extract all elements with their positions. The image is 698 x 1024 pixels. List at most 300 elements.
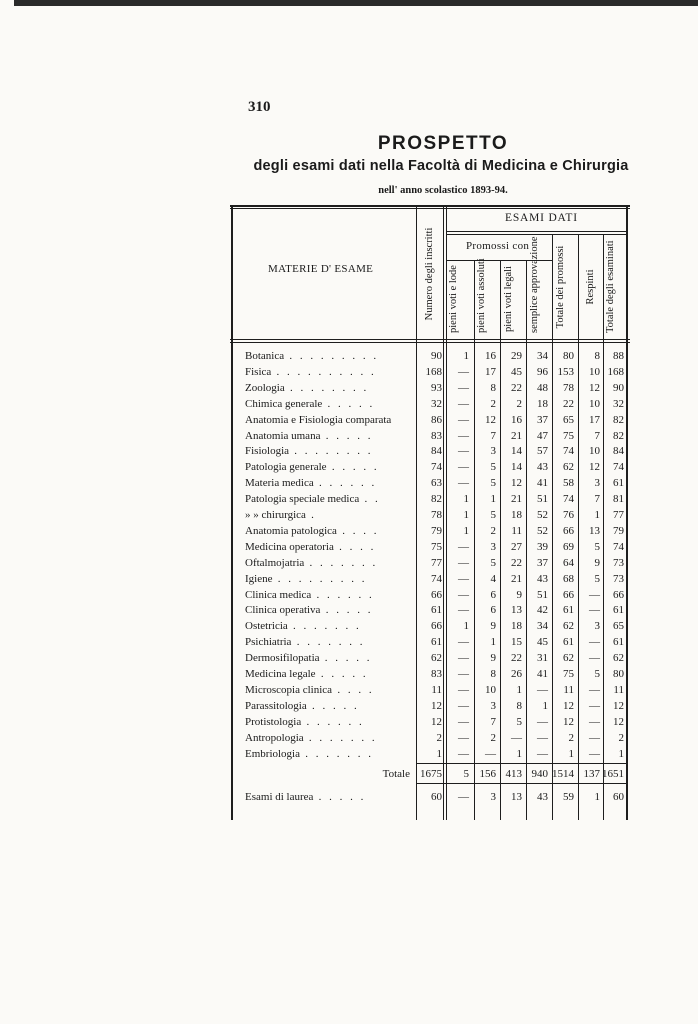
cell-value: 12 — [431, 699, 442, 712]
subject-label: » » chirurgica — [245, 509, 306, 521]
cell-value: 32 — [431, 397, 442, 410]
total-rule-bottom — [416, 783, 626, 784]
cell-value: 17 — [485, 365, 496, 378]
cell-value: 29 — [511, 350, 522, 362]
cell-value: 74 — [563, 493, 574, 506]
leader-dots: . . . . . . . — [291, 636, 365, 649]
cell-value: 11 — [563, 683, 574, 696]
cell-value: 10 — [589, 365, 600, 378]
cell-value: 168 — [425, 365, 442, 378]
cell-value: 37 — [537, 556, 548, 569]
cell-value: 21 — [511, 493, 522, 506]
cell-value: 42 — [537, 604, 548, 617]
header-col-totale-esaminati: Totale degli esaminati — [605, 240, 616, 333]
cell-value: 3 — [490, 699, 496, 712]
cell-value: 12 — [485, 413, 496, 426]
cell-value: 12 — [613, 715, 624, 728]
cell-value: 77 — [431, 556, 442, 569]
subject-label: Clinica medica — [245, 588, 312, 601]
leader-dots: . . — [359, 493, 381, 506]
table-row — [230, 650, 630, 666]
cell-value: — — [458, 397, 469, 410]
cell-value: 58 — [563, 477, 574, 490]
header-col-respinti: Respinti — [585, 269, 596, 305]
cell-value: 26 — [511, 668, 522, 680]
esami-dati-rule-inner — [446, 234, 628, 235]
cell-value: — — [458, 461, 469, 474]
header-col-totale-promossi: Totale dei promossi — [555, 245, 566, 329]
header-col-lode: pieni voti e lode — [448, 265, 459, 333]
cell-value: 8 — [490, 668, 496, 680]
cell-value: 86 — [431, 413, 442, 426]
cell-value: 10 — [485, 683, 496, 696]
cell-value: 51 — [537, 588, 548, 601]
cell-value: 74 — [563, 445, 574, 458]
cell-value: 12 — [589, 381, 600, 394]
cell-value: — — [537, 747, 548, 760]
cell-value: 82 — [613, 413, 624, 426]
subject-name — [245, 714, 413, 730]
cell-value: 1 — [490, 636, 496, 649]
table-row — [230, 682, 630, 698]
cell-value: — — [458, 429, 469, 442]
table-row — [230, 348, 630, 364]
subject-name — [245, 666, 413, 682]
cell-value: 5 — [490, 477, 496, 490]
subject-label: Materia medica — [245, 477, 314, 490]
leader-dots: . . . . . . . . — [284, 381, 369, 394]
cell-value: 9 — [490, 620, 496, 633]
cell-value: 10 — [589, 445, 600, 458]
subject-name — [245, 412, 413, 428]
subject-name — [245, 491, 413, 507]
leader-dots: . . . . — [332, 683, 375, 696]
leader-dots: . . . . . . — [313, 477, 377, 490]
table-row — [230, 714, 630, 730]
cell-value: 413 — [505, 768, 522, 781]
cell-value: 73 — [613, 556, 624, 569]
cell-value: 3 — [594, 620, 600, 633]
cell-value: 13 — [511, 604, 522, 617]
cell-value: 3 — [594, 477, 600, 490]
leader-dots: . . . . . — [306, 699, 360, 712]
subject-label: Clinica operativa — [245, 604, 321, 617]
cell-value: 83 — [431, 668, 442, 680]
header-esami-dati: ESAMI DATI — [505, 212, 578, 224]
cell-value: 66 — [563, 524, 574, 537]
table-row — [230, 539, 630, 555]
cell-value: 48 — [537, 381, 548, 394]
leader-dots: . . . . . . . . . — [284, 350, 379, 362]
cell-value: 47 — [537, 429, 548, 442]
cell-value: 5 — [516, 715, 522, 728]
cell-value: — — [458, 604, 469, 617]
subject-name — [245, 682, 413, 698]
cell-value: — — [589, 699, 600, 712]
subject-name — [245, 348, 413, 364]
subject-label: Antropologia — [245, 731, 304, 744]
cell-value: 52 — [537, 509, 548, 521]
cell-value: 1 — [594, 509, 600, 521]
cell-value: 21 — [511, 429, 522, 442]
table-row — [230, 412, 630, 428]
cell-value: 3 — [490, 445, 496, 458]
header-bottom-rule — [230, 339, 630, 340]
header-enrolled: Numero degli inscritti — [424, 227, 435, 321]
cell-value: 12 — [431, 715, 442, 728]
leader-dots: . . . . . — [322, 397, 375, 410]
leader-dots: . . . . . — [326, 461, 380, 474]
cell-value: 84 — [431, 445, 442, 458]
cell-value: — — [458, 445, 469, 458]
academic-year-line: nell' anno scolastico 1893-94. — [378, 185, 508, 196]
subject-label: Igiene — [245, 572, 273, 585]
table-row — [230, 555, 630, 571]
cell-value: — — [589, 652, 600, 665]
cell-value: 12 — [613, 699, 624, 712]
cell-value: 66 — [431, 620, 442, 633]
cell-value: 65 — [613, 620, 624, 633]
cell-value: 60 — [613, 791, 624, 804]
cell-value: 74 — [613, 461, 624, 474]
subject-name — [245, 618, 413, 634]
cell-value: 78 — [563, 381, 574, 394]
subject-name — [245, 789, 413, 805]
cell-value: 93 — [431, 381, 442, 394]
leader-dots: . . . . . . . — [304, 556, 378, 569]
cell-value: 18 — [537, 397, 548, 410]
header-col-semplice: semplice approvazione — [529, 236, 540, 333]
page-edge-mark — [0, 0, 698, 6]
subject-name — [245, 443, 413, 459]
cell-value: 64 — [563, 556, 574, 569]
cell-value: 78 — [431, 509, 442, 521]
cell-value: 17 — [589, 413, 600, 426]
cell-value: 61 — [613, 636, 624, 649]
table-row — [230, 618, 630, 634]
cell-value: — — [458, 715, 469, 728]
cell-value: 90 — [613, 381, 624, 394]
cell-value: 22 — [563, 397, 574, 410]
subject-label: Anatomia umana — [245, 429, 321, 442]
cell-value: 74 — [431, 461, 442, 474]
cell-value: 77 — [613, 509, 624, 521]
cell-value: 12 — [589, 461, 600, 474]
cell-value: 62 — [431, 652, 442, 665]
cell-value: 3 — [490, 540, 496, 553]
subject-label: Chimica generale — [245, 397, 323, 410]
subject-label: Botanica — [245, 350, 285, 362]
subject-label: Patologia generale — [245, 461, 327, 474]
cell-value: 7 — [594, 493, 600, 506]
cell-value: 75 — [563, 668, 574, 680]
cell-value: 2 — [490, 397, 496, 410]
cell-value: 5 — [594, 572, 600, 585]
cell-value: 6 — [490, 604, 496, 617]
cell-value: 66 — [563, 588, 574, 601]
cell-value: 8 — [490, 381, 496, 394]
cell-value: — — [458, 731, 469, 744]
cell-value: 82 — [613, 429, 624, 442]
leader-dots: . . . . . . . — [300, 747, 374, 760]
cell-value: 75 — [431, 540, 442, 553]
cell-value: 62 — [563, 461, 574, 474]
cell-value: — — [458, 413, 469, 426]
cell-value: 34 — [537, 350, 548, 362]
cell-value: 80 — [563, 350, 574, 362]
cell-value: 74 — [431, 572, 442, 585]
subject-name — [245, 746, 413, 762]
leader-dots: . . . . . . . — [303, 731, 378, 744]
cell-value: — — [537, 731, 548, 744]
cell-value: 2 — [490, 524, 496, 537]
subject-label: Medicina operatoria — [245, 540, 334, 553]
table-row — [230, 523, 630, 539]
cell-value: — — [458, 747, 469, 760]
cell-value: — — [458, 540, 469, 553]
cell-value: 940 — [531, 768, 548, 781]
cell-value: 12 — [511, 477, 522, 490]
cell-value: 81 — [613, 493, 624, 506]
cell-value: — — [458, 668, 469, 680]
cell-value: 10 — [589, 397, 600, 410]
subject-name — [245, 571, 413, 587]
cell-value: 84 — [613, 445, 624, 458]
leader-dots: . . . . . — [313, 791, 366, 804]
cell-value: — — [589, 683, 600, 696]
leader-dots: . . . . . . — [301, 715, 365, 728]
total-rule — [416, 763, 626, 764]
cell-value: 1 — [463, 509, 469, 521]
cell-value: 43 — [537, 461, 548, 474]
subject-name — [245, 634, 413, 650]
cell-value: 1 — [542, 699, 548, 712]
cell-value: 31 — [537, 652, 548, 665]
cell-value: 62 — [563, 652, 574, 665]
cell-value: 1675 — [420, 768, 442, 781]
header-col-legali: pieni voti legali — [503, 266, 514, 332]
subject-label: Zoologia — [245, 381, 285, 394]
subject-label: Psichiatria — [245, 636, 292, 649]
subject-name — [245, 650, 413, 666]
cell-value: 79 — [613, 524, 624, 537]
cell-value: — — [589, 588, 600, 601]
cell-value: 32 — [613, 397, 624, 410]
table-row — [230, 364, 630, 380]
cell-value: — — [485, 747, 496, 760]
table-top-rule-inner — [230, 208, 630, 209]
header-bottom-rule-inner — [230, 342, 630, 343]
cell-value: 51 — [537, 493, 548, 506]
table-row — [230, 698, 630, 714]
cell-value: 15 — [511, 636, 522, 649]
leader-dots: . . . . — [336, 524, 379, 537]
cell-value: 1 — [463, 350, 469, 362]
cell-value: 45 — [511, 365, 522, 378]
cell-value: 61 — [613, 477, 624, 490]
subject-label: Fisica — [245, 365, 272, 378]
cell-value: 57 — [537, 445, 548, 458]
cell-value: 11 — [431, 683, 442, 696]
esami-dati-rule — [446, 231, 628, 232]
cell-value: 61 — [563, 636, 574, 649]
cell-value: 75 — [563, 429, 574, 442]
cell-value: 21 — [511, 572, 522, 585]
cell-value: 5 — [490, 556, 496, 569]
cell-value: 73 — [613, 572, 624, 585]
cell-value: 82 — [431, 493, 442, 506]
subject-label: Fisiologia — [245, 445, 290, 458]
total-row — [230, 766, 630, 782]
cell-value: 88 — [613, 350, 624, 362]
cell-value: 76 — [563, 509, 574, 521]
cell-value: 1 — [618, 747, 624, 760]
leader-dots: . . . . . — [319, 652, 373, 665]
cell-value: 1 — [568, 747, 574, 760]
cell-value: — — [458, 636, 469, 649]
cell-value: — — [537, 683, 548, 696]
cell-value: 2 — [490, 731, 496, 744]
cell-value: 9 — [516, 588, 522, 601]
cell-value: 156 — [479, 768, 496, 781]
cell-value: — — [589, 731, 600, 744]
cell-value: 61 — [431, 604, 442, 617]
subject-name — [245, 523, 413, 539]
table-row — [230, 507, 630, 523]
table-row — [230, 475, 630, 491]
cell-value: 83 — [431, 429, 442, 442]
leader-dots: . . . . . — [320, 429, 373, 442]
subject-label: Microscopia clinica — [245, 683, 333, 696]
header-promossi-con: Promossi con — [466, 240, 530, 252]
cell-value: 68 — [563, 572, 574, 585]
subject-name — [245, 396, 413, 412]
total-label: Totale — [382, 768, 410, 781]
cell-value: 59 — [563, 791, 574, 804]
table-row — [230, 746, 630, 762]
subject-name — [245, 459, 413, 475]
cell-value: 2 — [436, 731, 442, 744]
cell-value: — — [589, 715, 600, 728]
subject-label: Anatomia patologica — [245, 524, 337, 537]
cell-value: 1 — [594, 791, 600, 804]
subject-label: Patologia speciale medica — [245, 493, 360, 506]
cell-value: 5 — [490, 461, 496, 474]
cell-value: 8 — [594, 350, 600, 362]
cell-value: 4 — [490, 572, 496, 585]
cell-value: 1 — [463, 524, 469, 537]
table-row — [230, 459, 630, 475]
cell-value: 61 — [613, 604, 624, 617]
cell-value: 1651 — [602, 768, 624, 781]
table-row — [230, 634, 630, 650]
cell-value: 14 — [511, 461, 522, 474]
cell-value: 7 — [594, 429, 600, 442]
table-row — [230, 571, 630, 587]
cell-value: 41 — [537, 477, 548, 490]
cell-value: — — [589, 604, 600, 617]
leader-dots: . . . . . . . . . — [272, 572, 367, 585]
cell-value: 43 — [537, 791, 548, 804]
cell-value: 153 — [557, 365, 574, 378]
cell-value: 27 — [511, 540, 522, 553]
cell-value: 62 — [613, 652, 624, 665]
cell-value: — — [458, 683, 469, 696]
cell-value: 8 — [516, 699, 522, 712]
cell-value: 80 — [613, 668, 624, 680]
cell-value: 7 — [490, 429, 496, 442]
page-subtitle: degli esami dati nella Facoltà di Medicina e Chirurgia — [253, 158, 629, 174]
subject-name — [245, 698, 413, 714]
subject-label: Parassitologia — [245, 699, 307, 712]
cell-value: 1 — [463, 493, 469, 506]
leader-dots: . — [305, 509, 317, 521]
cell-value: 1 — [436, 747, 442, 760]
cell-value: 16 — [511, 413, 522, 426]
subject-name — [245, 587, 413, 603]
cell-value: 60 — [431, 791, 442, 804]
cell-value: 9 — [594, 556, 600, 569]
cell-value: — — [458, 556, 469, 569]
cell-value: 39 — [537, 540, 548, 553]
cell-value: 5 — [463, 768, 469, 781]
table-row — [230, 587, 630, 603]
table-row — [230, 491, 630, 507]
cell-value: — — [458, 699, 469, 712]
subject-label: Anatomia e Fisiologia comparata — [245, 413, 392, 426]
cell-value: — — [458, 365, 469, 378]
cell-value: — — [458, 588, 469, 601]
cell-value: 96 — [537, 365, 548, 378]
cell-value: 18 — [511, 509, 522, 521]
table-row — [230, 602, 630, 618]
subject-label: Ostetricia — [245, 620, 288, 633]
cell-value: 52 — [537, 524, 548, 537]
cell-value: 5 — [594, 540, 600, 553]
table-row — [230, 380, 630, 396]
cell-value: — — [458, 477, 469, 490]
cell-value: 37 — [537, 413, 548, 426]
cell-value: 66 — [431, 588, 442, 601]
subject-name — [245, 507, 413, 523]
cell-value: — — [458, 572, 469, 585]
subject-name — [245, 428, 413, 444]
cell-value: 168 — [607, 365, 624, 378]
cell-value: 41 — [537, 668, 548, 680]
laurea-row — [230, 789, 630, 805]
subject-name — [245, 602, 413, 618]
cell-value: 2 — [516, 397, 522, 410]
cell-value: 74 — [613, 540, 624, 553]
cell-value: 5 — [594, 668, 600, 680]
cell-value: — — [458, 381, 469, 394]
table-top-rule — [230, 205, 630, 207]
cell-value: 61 — [431, 636, 442, 649]
cell-value: 16 — [485, 350, 496, 362]
table-row — [230, 666, 630, 682]
leader-dots: . . . . — [333, 540, 376, 553]
subject-label: Protistologia — [245, 715, 302, 728]
cell-value: 11 — [511, 524, 522, 537]
leader-dots: . . . . . . . . — [289, 445, 374, 458]
cell-value: 90 — [431, 350, 442, 362]
cell-value: 12 — [563, 715, 574, 728]
cell-value: — — [458, 652, 469, 665]
subject-name — [245, 555, 413, 571]
subject-label: Dermosifilopatia — [245, 652, 320, 665]
cell-value: 7 — [490, 715, 496, 728]
subject-name — [245, 539, 413, 555]
